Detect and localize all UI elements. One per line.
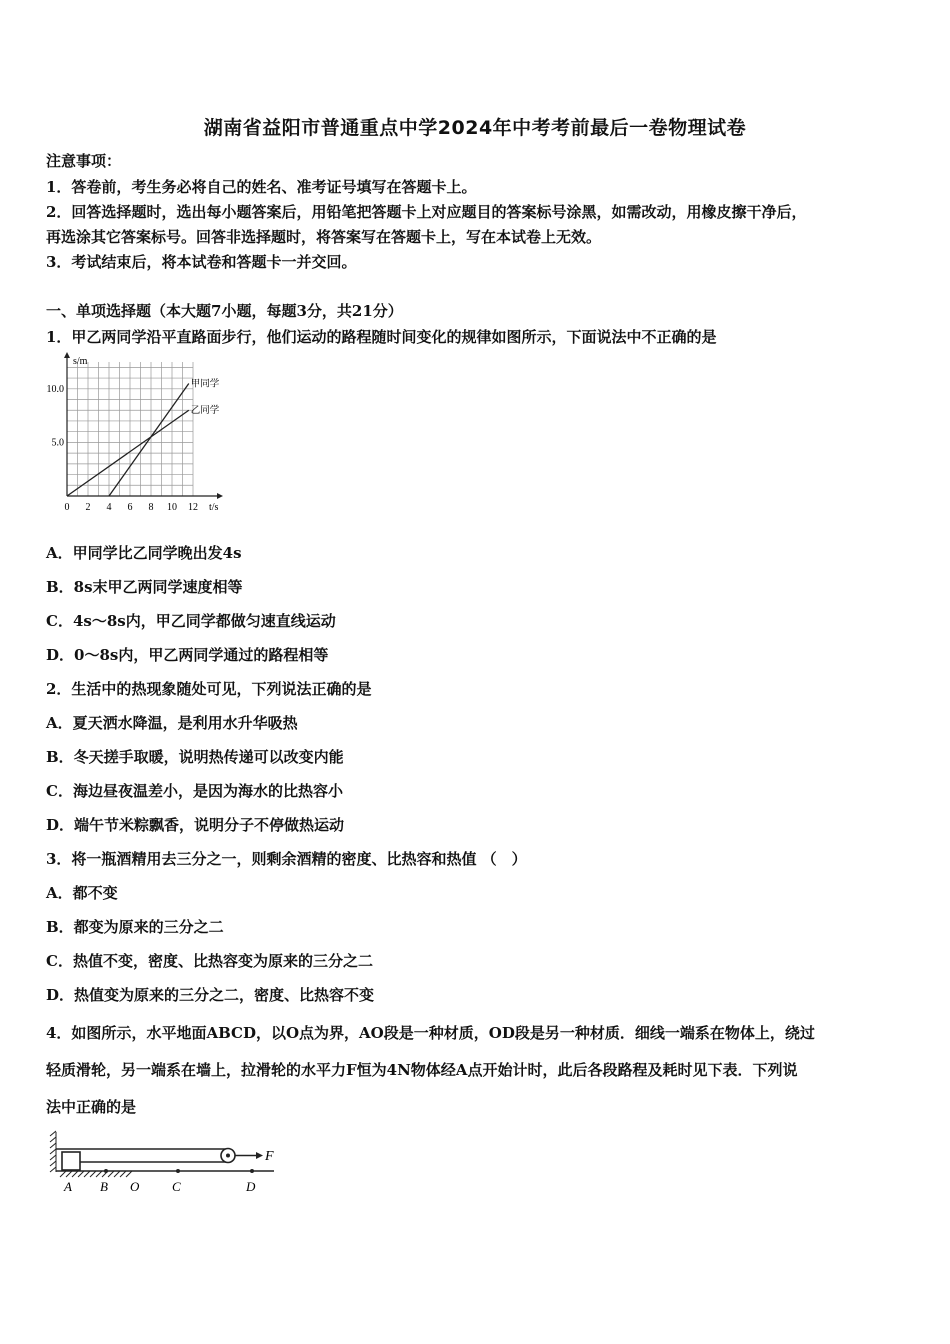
x-tick-label: 4 [106,502,112,513]
point-d-dot [250,1169,254,1173]
series-label-1: 甲同学 [190,379,220,390]
x-tick-label: 8 [148,502,154,513]
x-axis-arrow [217,493,223,499]
option-b: B．都变为原来的三分之二 [46,918,224,936]
question-stem-line: 法中正确的是 [46,1098,137,1116]
option-d: D．热值变为原来的三分之二，密度、比热容不变 [46,986,375,1004]
chart-grid [67,362,193,496]
y-tick-label: 5.0 [51,437,64,449]
question-stem: 1．甲乙两同学沿平直路面步行，他们运动的路程随时间变化的规律如图所示，下面说法中不正确的是 [46,328,717,346]
option-c: C．海边昼夜温差小，是因为海水的比热容小 [46,782,343,800]
question-stem: 3．将一瓶酒精用去三分之一，则剩余酒精的密度、比热容和热值 （ ） [46,850,527,868]
distance-time-chart [40,350,240,518]
x-axis-label: t/s [209,502,219,513]
option-d: D．0～8s内，甲乙两同学通过的路程相等 [46,646,329,664]
notice-item: 1．答卷前，考生务必将自己的姓名、准考证号填写在答题卡上。 [46,178,477,196]
label-b: B [100,1179,108,1194]
section-heading: 一、单项选择题（本大题7小题，每题3分，共21分） [46,302,403,320]
x-tick-label: 0 [64,502,70,513]
notice-item: 2．回答选择题时，选出每小题答案后，用铅笔把答题卡上对应题目的答案标号涂黑，如需改动，用橡皮擦干净后， [46,203,807,221]
x-tick-label: 2 [85,502,91,513]
series-label-2: 乙同学 [190,406,220,417]
question-stem: 2．生活中的热现象随处可见，下列说法正确的是 [46,680,372,698]
option-c: C．热值不变，密度、比热容变为原来的三分之二 [46,952,373,970]
option-a: A．甲同学比乙同学晚出发4s [46,544,242,562]
question-stem-line: 轻质滑轮，另一端系在墙上，拉滑轮的水平力F恒为4N物体经A点开始计时，此后各段路程及耗时见下表．下列说 [46,1061,798,1079]
option-b: B．8s末甲乙两同学速度相等 [46,578,243,596]
page-title: 湖南省益阳市普通重点中学2024年中考考前最后一卷物理试卷 [203,117,747,139]
block [62,1152,80,1170]
option-b: B．冬天搓手取暖，说明热传递可以改变内能 [46,748,344,766]
y-tick-label: 10.0 [46,383,64,395]
option-a: A．都不变 [46,884,118,902]
option-d: D．端午节米粽飘香，说明分子不停做热运动 [46,816,345,834]
pulley-diagram [46,1128,278,1196]
label-d: D [246,1179,256,1194]
series-line-1 [109,383,189,496]
y-axis-arrow [64,352,70,358]
floor-hatching [60,1171,132,1177]
point-c-dot [176,1169,180,1173]
y-axis-label: s/m [73,356,88,367]
chart-labels [47,356,220,513]
label-o: O [130,1179,140,1194]
force-arrow-head [256,1152,263,1159]
label-a: A [64,1179,72,1194]
option-a: A．夏天洒水降温，是利用水升华吸热 [46,714,298,732]
label-c: C [172,1179,181,1194]
notice-item: 再选涂其它答案标号。回答非选择题时，将答案写在答题卡上，写在本试卷上无效。 [46,228,602,246]
point-b-dot [104,1169,108,1173]
option-c: C．4s～8s内，甲乙同学都做匀速直线运动 [46,612,336,630]
notice-item: 3．考试结束后，将本试卷和答题卡一并交回。 [46,253,357,271]
force-label: F [265,1149,274,1164]
wall-hatching [50,1131,56,1172]
pulley-axle [226,1154,230,1158]
chart-series [67,383,189,496]
question-4-stem [46,1015,906,1126]
x-tick-label: 6 [127,502,133,513]
notice-heading: 注意事项： [46,152,122,170]
x-tick-label: 10 [167,502,177,513]
question-stem-line: 4．如图所示，水平地面ABCD，以O点为界，AO段是一种材质，OD段是另一种材质．细线一端系在物体上，绕过 [46,1024,815,1042]
x-tick-label: 12 [188,502,198,513]
